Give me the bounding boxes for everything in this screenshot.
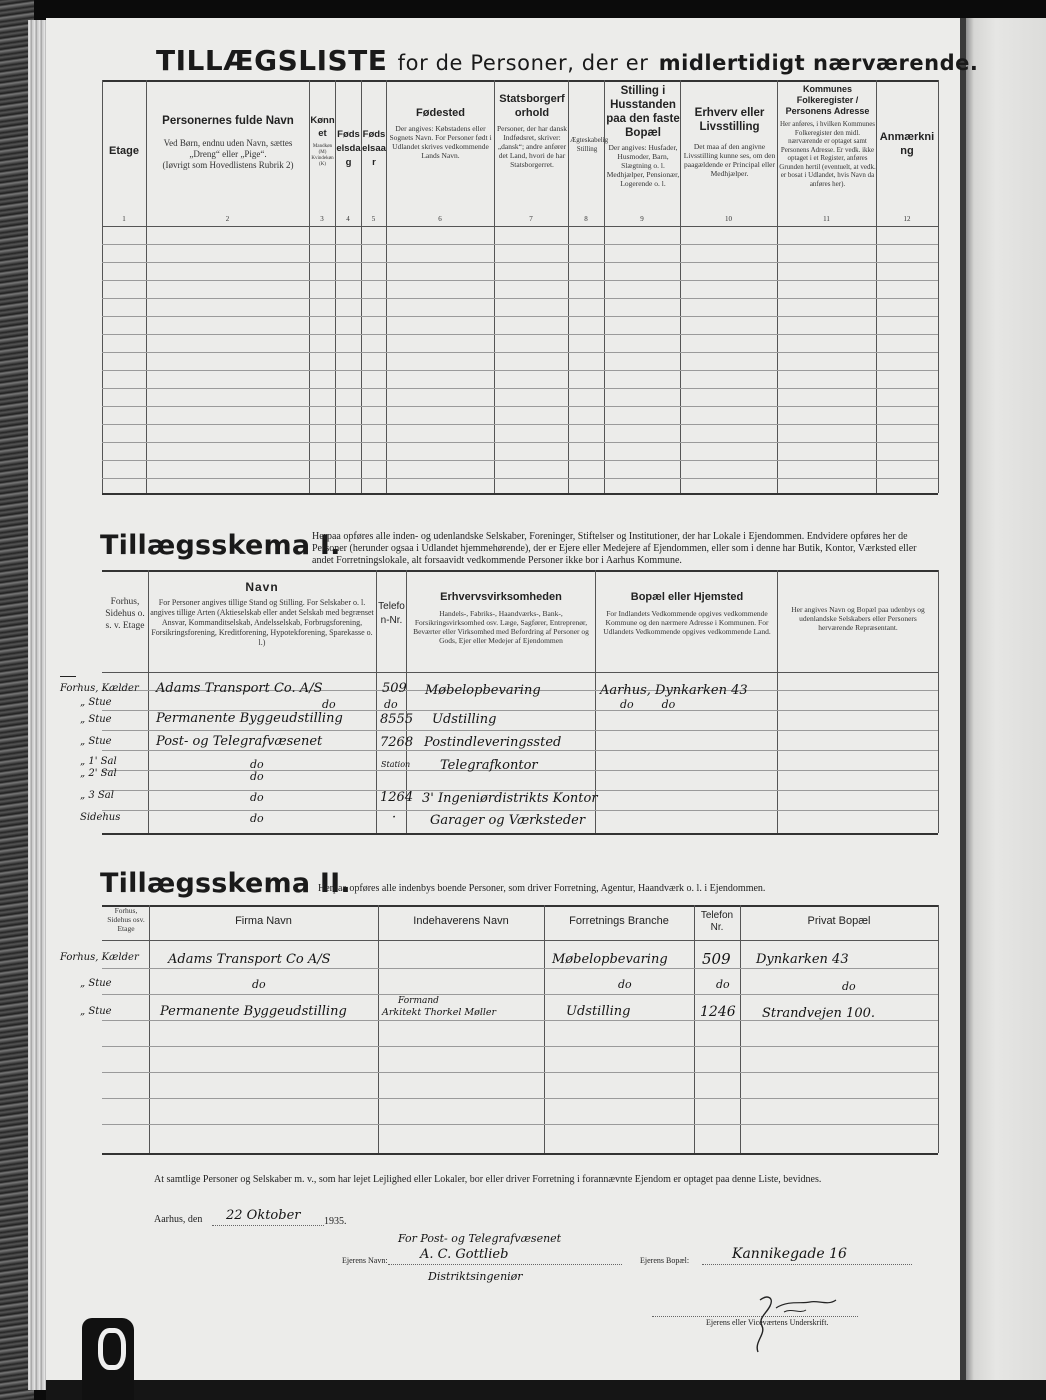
- skema1-row-phone: 1264: [380, 790, 414, 805]
- col-num-11: 11: [823, 215, 830, 223]
- main-col-gender-sub: Mandkøn (M) Kvindekøn (K): [311, 144, 334, 167]
- skema1-row-name: do: [250, 758, 264, 771]
- main-col-remarks-header: Anmærkning: [879, 131, 935, 157]
- owner-name-hw-2: A. C. Gottlieb: [420, 1247, 509, 1262]
- skema1-row-name: do: [322, 698, 336, 711]
- skema2-col-branch-header: Forretnings Branche: [569, 915, 669, 927]
- register-page: [46, 18, 966, 1394]
- owner-name-hw-3: Distriktsingeniør: [428, 1270, 523, 1283]
- main-title: [156, 44, 978, 77]
- skema2-row-private-address: do: [842, 980, 856, 993]
- skema1-col-business-header: Erhvervsvirksomheden: [440, 591, 562, 603]
- date-handwritten: 22 Oktober: [226, 1208, 301, 1223]
- main-col-citizenship-sub: Personer, der har dansk Indfødsret, skriver: „dansk“; andre anfører det Land, hvori de har Statsborgerret.: [496, 124, 568, 169]
- signature-label: Ejerens eller Viceværtens Underskrift.: [706, 1318, 829, 1327]
- skema1-row-business: Telegrafkontor: [440, 758, 538, 773]
- main-col-birthplace-sub: Der angives: Købstadens eller Sognets Navn. For Personer født i Udlandet skrives vedkommende Lands Navn.: [389, 124, 492, 160]
- skema1-col-name-header-cell: [150, 580, 374, 648]
- skema1-row-business: Garager og Værksteder: [430, 813, 586, 828]
- skema2-row-firm: Permanente Byggeudstilling: [160, 1004, 347, 1019]
- col-num-5: 5: [371, 215, 376, 223]
- facing-page-edge: [966, 18, 1046, 1394]
- skema1-row-phone: 7268: [380, 735, 414, 750]
- skema2-col-phone-header: Telefon Nr.: [700, 910, 734, 933]
- scan-bottom-shadow: [46, 1380, 1046, 1400]
- skema1-row-name: Adams Transport Co. A/S: [156, 681, 323, 696]
- skema1-col-residence-header-cell: [597, 590, 777, 636]
- skema1-row-name: do: [250, 791, 264, 804]
- skema2-col-etage-header: Forhus, Sidehus osv. Etage: [107, 906, 145, 933]
- skema1-row-etage: „ Stue: [80, 714, 112, 725]
- skema1-row-residence: Aarhus, Dynkarken 43: [600, 683, 748, 698]
- col-num-3: 3: [320, 215, 324, 223]
- col-num-10: 10: [725, 215, 732, 223]
- skema1-row-etage: „ 1' Sal: [80, 756, 117, 767]
- skema2-col-firm-header: Firma Navn: [235, 915, 292, 927]
- col-num-12: 12: [903, 215, 911, 223]
- skema1-col-representative-header: Her angives Navn og Bopæl paa udenbys og udenlandske Selskabers eller Personers herværende Repræsentant.: [791, 605, 925, 632]
- owner-address-label: Ejerens Bopæl:: [640, 1256, 690, 1265]
- skema1-row-name: do: [250, 812, 264, 825]
- col-num-7: 7: [529, 215, 533, 223]
- main-col-birthplace-header: Fødested: [416, 107, 465, 119]
- skema1-row-phone: 509: [382, 681, 407, 696]
- skema2-row-etage: „ Stue: [80, 978, 112, 989]
- skema1-description: Herpaa opføres alle inden- og udenlandske Selskaber, Foreninger, Stiftelser og Institutioner, der har Lokale i Ejendommen. Endvidere opføres her de Personer (herunder ogsaa i Udlandet hjemmehørende), der er Ejere eller Medejere af Ejendommen, eller som i denne har Butik, Kontor, Værksted eller andet Forretningslokale, alt forsaavidt vedkommende Personer ikke bor i Aarhus Kommune.: [312, 531, 917, 566]
- skema2-row-branch: do: [618, 978, 632, 991]
- skema1-row-etage: „ Stue: [80, 736, 112, 747]
- main-col-household-sub: Der angives: Husfader, Husmoder, Barn, Slægtning o. l. Medhjælper, Pensionær, Logerende o. l.: [606, 143, 680, 188]
- col-num-8: 8: [584, 215, 588, 223]
- main-col-etage-header: Etage: [109, 145, 139, 157]
- skema1-col-name-header: Navn: [245, 580, 279, 594]
- skema1-row-business: Møbelopbevaring: [425, 683, 541, 698]
- year-printed: 1935.: [324, 1216, 347, 1227]
- attestation-text: At samtlige Personer og Selskaber m. v., som har lejet Lejlighed eller Lokaler, bor eller driver Forretning i forannævnte Ejendom er optaget paa denne Liste, bevidnes.: [154, 1174, 822, 1185]
- main-col-registry-header-cell: [779, 84, 876, 188]
- skema1-col-business-header-cell: [408, 590, 594, 645]
- skema2-col-private-address-header: Privat Bopæl: [807, 915, 871, 927]
- skema2-col-owner-header: Indehaverens Navn: [413, 915, 509, 927]
- main-col-birthplace-header-cell: [388, 106, 493, 160]
- main-col-gender-header-cell: [310, 114, 335, 168]
- skema1-row-name: Post- og Telegrafvæsenet: [156, 734, 323, 749]
- skema2-row-branch: Udstilling: [566, 1004, 631, 1019]
- main-col-household-header: Stilling i Husstanden paa den faste Bopæl: [606, 85, 680, 139]
- main-col-name-header-cell: [148, 114, 308, 171]
- main-col-registry-header: Kommunes Folkeregister / Personens Adresse: [785, 84, 870, 116]
- skema1-row-phone: ·: [392, 810, 397, 825]
- skema2-row-phone: do: [716, 978, 730, 991]
- main-col-citizenship-header-cell: [496, 92, 568, 169]
- col-num-4: 4: [346, 215, 350, 223]
- skema1-col-name-sub: For Personer angives tillige Stand og Stilling. For Selskaber o. l. angives tillige Arten (Aktieselskab eller andet Selskab med begrænset Ansvar, Kommanditselskab, Andelsselskab, Forbrugsforening, Forsikringsforening, Kreditforening, Hypotekforening, Sparekasse o. l.): [150, 598, 374, 647]
- skema1-row-phone: Station: [381, 760, 411, 769]
- skema1-row-etage: „ 2' Sal: [80, 768, 117, 779]
- skema1-row-etage: „ Stue: [80, 697, 112, 708]
- skema1-col-business-sub: Handels-, Fabriks-, Haandværks-, Bank-, Forsikringsvirksomhed osv. Læge, Sagfører, Entreprenør, Beværter eller Virksomhed med Befordring af Personer og Gods, Ejer eller Medejer af Ejendommen: [413, 609, 589, 645]
- skema2-row-firm: do: [252, 978, 266, 991]
- skema1-title: Tillægsskema I.: [100, 530, 341, 561]
- skema2-title: Tillægsskema II.: [100, 868, 351, 899]
- main-col-birthyear-header: Fødselsaar: [362, 129, 386, 168]
- col-num-9: 9: [640, 215, 644, 223]
- skema2-row-phone: 1246: [700, 1004, 736, 1020]
- main-col-gender-header: Kønnet: [310, 115, 335, 139]
- owner-name-hw-1: For Post- og Telegrafvæsenet: [398, 1232, 562, 1245]
- skema1-row-etage: „ 3 Sal: [80, 790, 114, 801]
- skema1-col-residence-sub: For Indlandets Vedkommende opgives vedkommende Kommune og den nærmere Adresse i Kommunen. For Udlandets Vedkommende opgives vedkommende Land.: [603, 609, 771, 636]
- main-col-birthday-header: Fødselsdag: [336, 129, 361, 168]
- skema2-row-owner-title: Formand: [398, 996, 439, 1006]
- main-col-marital-header: Ægteskabelig Stilling: [570, 136, 609, 153]
- skema2-row-owner: Arkitekt Thorkel Møller: [382, 1007, 497, 1018]
- skema1-col-phone-header: Telefon-Nr.: [378, 601, 405, 626]
- skema2-row-etage: Forhus, Kælder: [60, 952, 139, 963]
- col-num-1: 1: [122, 215, 126, 223]
- main-title-rest: for de Personer, der er: [397, 51, 649, 75]
- skema2-row-etage: „ Stue: [80, 1006, 112, 1017]
- main-col-registry-sub: Her anføres, i hvilken Kommunes Folkeregister den midl. nærværende er optaget samt Personens Adresse. Er vedk. ikke optaget i et Register, anføres Grunden hertil (eventuelt, at vedk. er bosat i Udlandet, hvis Navn da anføres her).: [779, 120, 876, 188]
- skema1-row-phone: do: [384, 698, 398, 711]
- skema1-row-business: Postindleveringssted: [424, 735, 562, 750]
- skema2-row-private-address: Strandvejen 100.: [762, 1006, 876, 1021]
- skema1-row-name: Permanente Byggeudstilling: [156, 711, 343, 726]
- skema1-row-business: 3' Ingeniørdistrikts Kontor: [422, 791, 598, 806]
- skema1-col-etage-header: Forhus, Sidehus o. s. v. Etage: [105, 597, 145, 631]
- skema2-row-private-address: Dynkarken 43: [756, 952, 849, 967]
- main-title-bold: TILLÆGSLISTE: [156, 44, 388, 77]
- skema1-row-residence: do do: [620, 698, 676, 711]
- owner-name-label: Ejerens Navn:: [342, 1256, 388, 1265]
- main-col-occupation-header: Erhverv eller Livsstilling: [694, 107, 765, 133]
- skema1-row-name: do: [250, 770, 264, 783]
- skema1-col-residence-header: Bopæl eller Hjemsted: [630, 591, 744, 603]
- archive-clip-ring: [98, 1328, 126, 1370]
- skema1-row-phone: 8555: [380, 712, 414, 727]
- skema2-row-firm: Adams Transport Co A/S: [168, 952, 331, 967]
- main-title-end: midlertidigt nærværende.: [658, 51, 979, 75]
- col-num-6: 6: [438, 215, 442, 223]
- main-col-household-header-cell: [606, 84, 680, 188]
- owner-address-hw: Kannikegade 16: [732, 1246, 847, 1262]
- skema1-row-business: Udstilling: [432, 712, 497, 727]
- skema1-row-etage: Sidehus: [80, 812, 121, 823]
- hand-stroke: [60, 676, 76, 677]
- skema1-row-etage: Forhus, Kælder: [60, 683, 139, 694]
- skema2-row-phone: 509: [702, 950, 731, 968]
- main-col-occupation-header-cell: [682, 106, 777, 178]
- col-num-2: 2: [225, 215, 230, 223]
- main-col-name-header: Personernes fulde Navn: [162, 115, 294, 127]
- main-col-name-sub: Ved Børn, endnu uden Navn, sættes „Dreng“ eller „Pige“. (Iøvrigt som Hovedlistens Rubrik 2): [162, 138, 294, 170]
- place-label: Aarhus, den: [154, 1214, 203, 1225]
- skema2-description: Herpaa opføres alle indenbys boende Personer, som driver Forretning, Agentur, Haandværk o. l. i Ejendommen.: [318, 883, 766, 894]
- skema2-row-branch: Møbelopbevaring: [552, 952, 668, 967]
- main-col-occupation-sub: Det maa af den angivne Livsstilling kunne ses, om den paagældende er Principal eller Medhjælper.: [683, 142, 776, 178]
- main-col-citizenship-header: Statsborgerforhold: [499, 93, 565, 119]
